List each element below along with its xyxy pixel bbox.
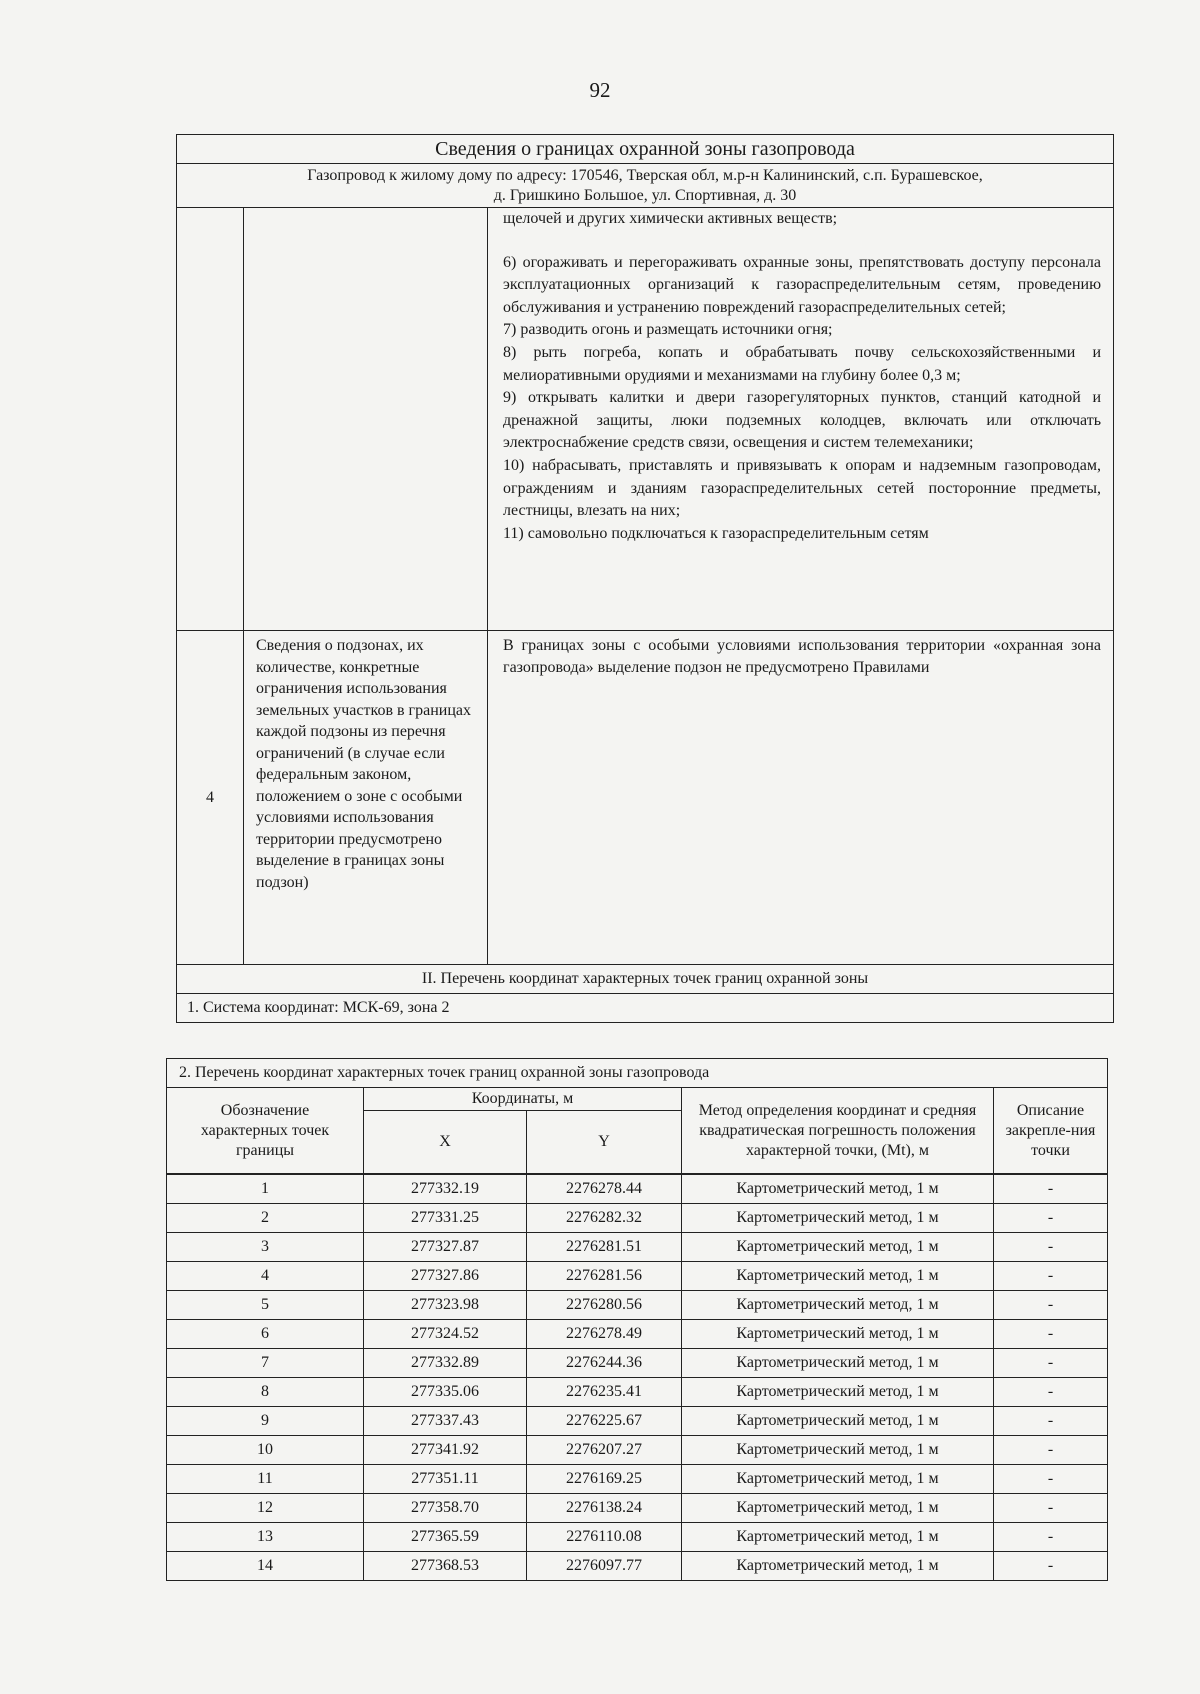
point-method: Картометрический метод, 1 м xyxy=(682,1494,994,1523)
zone-info-table xyxy=(176,134,1114,1023)
table-row xyxy=(167,1407,1108,1436)
point-y: 2276225.67 xyxy=(527,1407,682,1436)
point-y: 2276282.32 xyxy=(527,1204,682,1233)
point-y: 2276169.25 xyxy=(527,1465,682,1494)
page-number: 92 xyxy=(589,78,611,102)
point-y: 2276278.49 xyxy=(527,1320,682,1349)
point-y: 2276138.24 xyxy=(527,1494,682,1523)
header-x: X xyxy=(364,1111,527,1175)
point-method: Картометрический метод, 1 м xyxy=(682,1378,994,1407)
point-number: 9 xyxy=(167,1407,364,1436)
point-description: - xyxy=(994,1320,1108,1349)
restriction-item: 8) рыть погреба, копать и обрабатывать почву сельскохозяйственными и мелиоративными орудиями и механизмами на глубину более 0,3 м; xyxy=(503,343,1102,384)
point-number: 1 xyxy=(167,1174,364,1204)
section-2-title: II. Перечень координат характерных точек границ охранной зоны xyxy=(177,965,1114,994)
point-description: - xyxy=(994,1174,1108,1204)
address-line-1: Газопровод к жилому дому по адресу: 170546, Тверская обл, м.р-н Калининский, с.п. Бурашевское, xyxy=(307,167,983,184)
point-number: 2 xyxy=(167,1204,364,1233)
table-row xyxy=(167,1262,1108,1291)
point-method: Картометрический метод, 1 м xyxy=(682,1523,994,1552)
point-method: Картометрический метод, 1 м xyxy=(682,1465,994,1494)
point-x: 277341.92 xyxy=(364,1436,527,1465)
table-row xyxy=(177,208,1114,631)
point-number: 13 xyxy=(167,1523,364,1552)
table-row xyxy=(177,631,1114,965)
point-description: - xyxy=(994,1262,1108,1291)
table-row xyxy=(167,1233,1108,1262)
point-y: 2276280.56 xyxy=(527,1291,682,1320)
point-method: Картометрический метод, 1 м xyxy=(682,1262,994,1291)
point-y: 2276281.51 xyxy=(527,1233,682,1262)
point-number: 12 xyxy=(167,1494,364,1523)
point-x: 277332.89 xyxy=(364,1349,527,1378)
row-name-cell xyxy=(244,208,488,631)
point-number: 11 xyxy=(167,1465,364,1494)
subzones-label: Сведения о подзонах, их количестве, конкретные ограничения использования земельных участков в границах каждой подзоны из перечня ограничений (в случае если федеральным законом, положением о зоне с особыми условиями использования территории предусмотрено выделение в границах зоны подзон) xyxy=(244,631,488,965)
point-y: 2276235.41 xyxy=(527,1378,682,1407)
restriction-item: 9) открывать калитки и двери газорегуляторных пунктов, станций катодной и дренажной защиты, люки подземных колодцев, включать или отключать электроснабжение средств связи, освещения и систем телемеханики; xyxy=(503,389,1102,452)
point-description: - xyxy=(994,1523,1108,1552)
point-number: 7 xyxy=(167,1349,364,1378)
table-row xyxy=(167,1494,1108,1523)
point-description: - xyxy=(994,1349,1108,1378)
point-method: Картометрический метод, 1 м xyxy=(682,1291,994,1320)
table-row xyxy=(167,1523,1108,1552)
point-method: Картометрический метод, 1 м xyxy=(682,1204,994,1233)
point-x: 277332.19 xyxy=(364,1174,527,1204)
point-x: 277358.70 xyxy=(364,1494,527,1523)
point-method: Картометрический метод, 1 м xyxy=(682,1349,994,1378)
header-designation: Обозначение характерных точек границы xyxy=(167,1088,364,1175)
point-x: 277335.06 xyxy=(364,1378,527,1407)
restriction-text: щелочей и других химически активных веществ; xyxy=(503,210,838,227)
point-number: 4 xyxy=(167,1262,364,1291)
point-x: 277324.52 xyxy=(364,1320,527,1349)
point-x: 277351.11 xyxy=(364,1465,527,1494)
table-row xyxy=(167,1349,1108,1378)
point-y: 2276207.27 xyxy=(527,1436,682,1465)
point-x: 277323.98 xyxy=(364,1291,527,1320)
address-cell xyxy=(177,164,1114,208)
point-x: 277337.43 xyxy=(364,1407,527,1436)
point-y: 2276110.08 xyxy=(527,1523,682,1552)
point-x: 277365.59 xyxy=(364,1523,527,1552)
table-row xyxy=(167,1436,1108,1465)
table-row xyxy=(167,1378,1108,1407)
point-method: Картометрический метод, 1 м xyxy=(682,1320,994,1349)
point-x: 277331.25 xyxy=(364,1204,527,1233)
point-number: 3 xyxy=(167,1233,364,1262)
point-y: 2276281.56 xyxy=(527,1262,682,1291)
coord-list-title: 2. Перечень координат характерных точек границ охранной зоны газопровода xyxy=(167,1059,1108,1088)
point-method: Картометрический метод, 1 м xyxy=(682,1436,994,1465)
restriction-item: 11) самовольно подключаться к газораспределительным сетям xyxy=(503,524,929,542)
header-description: Описание закрепле-ния точки xyxy=(994,1088,1108,1175)
restriction-item: 6) огораживать и перегораживать охранные зоны, препятствовать доступу персонала эксплуатационных организаций к газораспределительным сетям, проведению обслуживания и устранению повреждений газораспределительных сетей; xyxy=(503,253,1102,316)
address-line-2: д. Гришкино Большое, ул. Спортивная, д. 30 xyxy=(493,187,797,204)
point-x: 277368.53 xyxy=(364,1552,527,1581)
point-description: - xyxy=(994,1291,1108,1320)
point-number: 10 xyxy=(167,1436,364,1465)
point-description: - xyxy=(994,1552,1108,1581)
point-y: 2276278.44 xyxy=(527,1174,682,1204)
restriction-item: 7) разводить огонь и размещать источники огня; xyxy=(503,321,833,339)
table-row xyxy=(167,1291,1108,1320)
point-number: 8 xyxy=(167,1378,364,1407)
point-description: - xyxy=(994,1233,1108,1262)
header-method-text: Метод определения координат и средняя квадратическая погрешность положения характерной точки, (Mt), м xyxy=(698,1101,977,1159)
header-y: Y xyxy=(527,1111,682,1175)
table-row xyxy=(167,1465,1108,1494)
point-method: Картометрический метод, 1 м xyxy=(682,1407,994,1436)
point-method: Картометрический метод, 1 м xyxy=(682,1174,994,1204)
point-description: - xyxy=(994,1407,1108,1436)
subzones-content: В границах зоны с особыми условиями использования территории «охранная зона газопровода» выделение подзон не предусмотрено Правилами xyxy=(488,631,1114,965)
table-title: Сведения о границах охранной зоны газопровода xyxy=(177,135,1114,164)
point-method: Картометрический метод, 1 м xyxy=(682,1552,994,1581)
point-number: 5 xyxy=(167,1291,364,1320)
coord-system: 1. Система координат: МСК-69, зона 2 xyxy=(177,994,1114,1023)
point-x: 277327.87 xyxy=(364,1233,527,1262)
point-description: - xyxy=(994,1465,1108,1494)
table-row xyxy=(167,1320,1108,1349)
point-method: Картометрический метод, 1 м xyxy=(682,1233,994,1262)
point-number: 6 xyxy=(167,1320,364,1349)
point-description: - xyxy=(994,1436,1108,1465)
restriction-item: 10) набрасывать, приставлять и привязывать к опорам и надземным газопроводам, ограждениям и зданиям газораспределительных сетей посторонние предметы, лестницы, влезать на них; xyxy=(503,456,1102,520)
point-x: 277327.86 xyxy=(364,1262,527,1291)
table-row xyxy=(167,1174,1108,1204)
header-method xyxy=(682,1088,994,1175)
point-description: - xyxy=(994,1204,1108,1233)
point-number: 14 xyxy=(167,1552,364,1581)
row-number-cell xyxy=(177,208,244,631)
table-row xyxy=(167,1552,1108,1581)
point-description: - xyxy=(994,1494,1108,1523)
table-row xyxy=(167,1204,1108,1233)
point-y: 2276244.36 xyxy=(527,1349,682,1378)
point-y: 2276097.77 xyxy=(527,1552,682,1581)
point-description: - xyxy=(994,1378,1108,1407)
header-coordinates: Координаты, м xyxy=(364,1088,682,1111)
coordinates-table xyxy=(166,1058,1108,1581)
row-number: 4 xyxy=(177,631,244,965)
restrictions-cell xyxy=(488,208,1114,631)
